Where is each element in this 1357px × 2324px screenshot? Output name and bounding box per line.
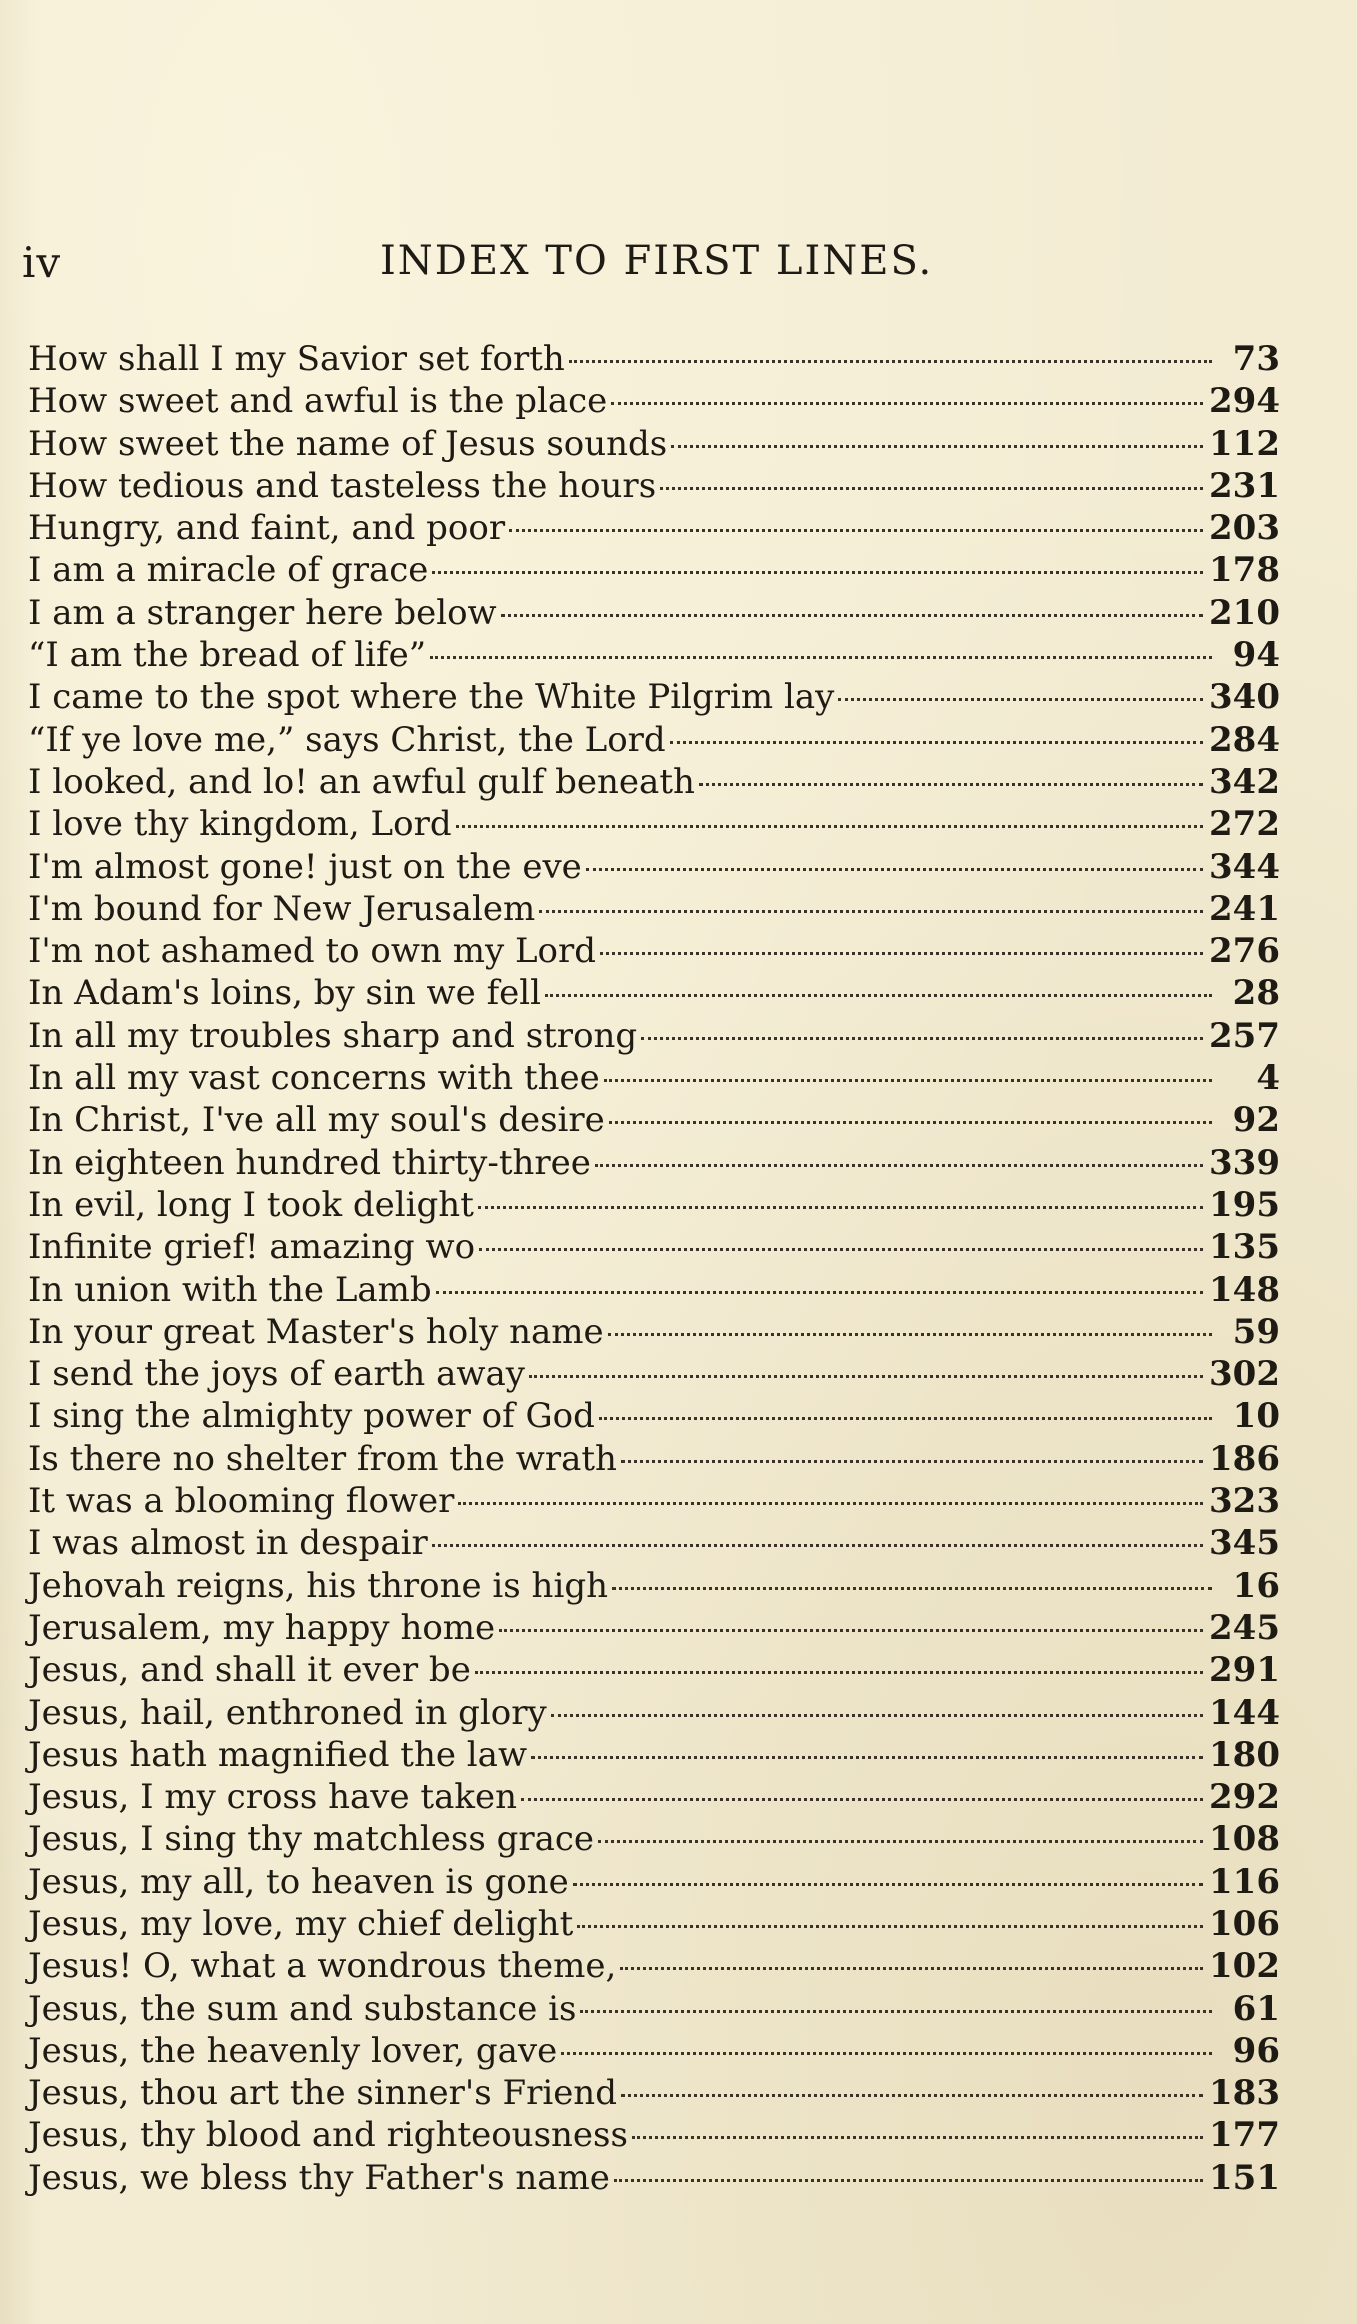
hymn-number: 180 bbox=[1209, 1734, 1280, 1775]
first-line-text: How shall I my Savior set forth bbox=[28, 339, 565, 379]
first-line-text: In eighteen hundred thirty-three bbox=[28, 1142, 591, 1183]
dot-leader bbox=[561, 2052, 1212, 2055]
index-entry bbox=[28, 972, 1280, 1014]
dot-leader bbox=[660, 487, 1203, 490]
index-entry bbox=[28, 1269, 1280, 1311]
dot-leader bbox=[509, 529, 1203, 532]
first-line-text: Jesus, I my cross have taken bbox=[28, 1777, 517, 1818]
index-entry bbox=[28, 549, 1280, 591]
index-entry bbox=[28, 846, 1280, 888]
first-line-text: In union with the Lamb bbox=[28, 1269, 432, 1310]
hymn-number: 210 bbox=[1209, 592, 1280, 633]
index-entry bbox=[28, 1988, 1280, 2030]
hymn-number: 177 bbox=[1209, 2115, 1280, 2156]
first-line-text: In evil, long I took delight bbox=[28, 1184, 474, 1225]
first-line-text: In Adam's loins, by sin we fell bbox=[28, 973, 542, 1014]
dot-leader bbox=[529, 1375, 1203, 1378]
first-line-text: Jerusalem, my happy home bbox=[28, 1607, 496, 1648]
dot-leader bbox=[501, 614, 1203, 617]
dot-leader bbox=[612, 1587, 1212, 1590]
hymn-number: 59 bbox=[1232, 1311, 1280, 1352]
hymn-number: 339 bbox=[1209, 1142, 1280, 1183]
index-entry bbox=[28, 1861, 1280, 1903]
first-line-text: Jesus, thou art the sinner's Friend bbox=[28, 2073, 617, 2114]
first-line-text: Jesus, thy blood and righteousness bbox=[28, 2115, 628, 2156]
first-line-text: Jehovah reigns, his throne is high bbox=[28, 1565, 608, 1606]
index-entry bbox=[28, 1945, 1280, 1987]
index-entry bbox=[28, 2030, 1280, 2072]
first-line-text: I was almost in despair bbox=[28, 1523, 428, 1564]
dot-leader bbox=[545, 994, 1212, 997]
hymn-number: 291 bbox=[1209, 1650, 1280, 1691]
hymn-number: 245 bbox=[1209, 1607, 1280, 1648]
dot-leader bbox=[521, 1798, 1203, 1801]
first-line-text: In all my vast concerns with thee bbox=[28, 1058, 600, 1099]
first-line-text: Jesus, I sing thy matchless grace bbox=[28, 1819, 595, 1860]
dot-leader bbox=[621, 1460, 1203, 1463]
index-list bbox=[28, 338, 1280, 2199]
hymn-number: 10 bbox=[1232, 1396, 1280, 1437]
dot-leader bbox=[577, 1925, 1203, 1928]
first-line-text: Jesus, my all, to heaven is gone bbox=[28, 1861, 569, 1902]
hymn-number: 92 bbox=[1232, 1100, 1280, 1141]
hymn-number: 183 bbox=[1209, 2073, 1280, 2114]
hymn-number: 16 bbox=[1232, 1565, 1280, 1606]
dot-leader bbox=[586, 868, 1203, 871]
index-entry bbox=[28, 761, 1280, 803]
dot-leader bbox=[611, 402, 1203, 405]
dot-leader bbox=[600, 952, 1203, 955]
index-entry bbox=[28, 676, 1280, 718]
dot-leader bbox=[632, 2136, 1203, 2139]
first-line-text: Jesus! O, what a wondrous theme, bbox=[28, 1946, 617, 1987]
hymn-number: 302 bbox=[1209, 1354, 1280, 1395]
dot-leader bbox=[551, 1714, 1203, 1717]
first-line-text: In all my troubles sharp and strong bbox=[28, 1015, 638, 1056]
dot-leader bbox=[475, 1671, 1203, 1674]
dot-leader bbox=[614, 2179, 1203, 2182]
hymn-number: 203 bbox=[1209, 508, 1280, 549]
dot-leader bbox=[620, 1967, 1203, 1970]
dot-leader bbox=[436, 1291, 1203, 1294]
index-entry bbox=[28, 2157, 1280, 2199]
hymn-number: 292 bbox=[1209, 1777, 1280, 1818]
hymn-number: 144 bbox=[1209, 1692, 1280, 1733]
index-entry bbox=[28, 1226, 1280, 1268]
first-line-text: Jesus, we bless thy Father's name bbox=[28, 2157, 610, 2198]
dot-leader bbox=[458, 1502, 1203, 1505]
hymn-number: 108 bbox=[1209, 1819, 1280, 1860]
index-entry bbox=[28, 1142, 1280, 1184]
first-line-text: I'm almost gone! just on the eve bbox=[28, 846, 582, 887]
index-entry bbox=[28, 592, 1280, 634]
hymn-number: 294 bbox=[1209, 381, 1280, 422]
index-entry bbox=[28, 719, 1280, 761]
first-line-text: How sweet the name of Jesus sounds bbox=[28, 423, 668, 464]
hymn-number: 257 bbox=[1209, 1015, 1280, 1056]
hymn-number: 231 bbox=[1209, 465, 1280, 506]
index-entry bbox=[28, 1395, 1280, 1437]
index-entry bbox=[28, 1438, 1280, 1480]
dot-leader bbox=[573, 1883, 1203, 1886]
first-line-text: I'm bound for New Jerusalem bbox=[28, 888, 536, 929]
page-title: INDEX TO FIRST LINES. bbox=[380, 238, 934, 284]
hymn-number: 342 bbox=[1209, 761, 1280, 802]
dot-leader bbox=[595, 1164, 1203, 1167]
first-line-text: I send the joys of earth away bbox=[28, 1354, 525, 1395]
hymn-number: 148 bbox=[1209, 1269, 1280, 1310]
first-line-text: How tedious and tasteless the hours bbox=[28, 465, 657, 506]
hymn-number: 116 bbox=[1209, 1861, 1280, 1902]
first-line-text: Jesus, the sum and substance is bbox=[28, 1988, 577, 2029]
first-line-text: In your great Master's holy name bbox=[28, 1311, 604, 1352]
first-line-text: Jesus, and shall it ever be bbox=[28, 1650, 471, 1691]
index-entry bbox=[28, 465, 1280, 507]
first-line-text: “I am the bread of life” bbox=[28, 635, 427, 676]
first-line-text: How sweet and awful is the place bbox=[28, 381, 608, 422]
dot-leader bbox=[599, 1417, 1212, 1420]
hymn-number: 28 bbox=[1232, 973, 1280, 1014]
index-entry bbox=[28, 1480, 1280, 1522]
index-entry bbox=[28, 930, 1280, 972]
index-entry bbox=[28, 1184, 1280, 1226]
dot-leader bbox=[456, 825, 1203, 828]
first-line-text: I am a stranger here below bbox=[28, 592, 497, 633]
first-line-text: Jesus hath magnified the law bbox=[28, 1734, 528, 1775]
dot-leader bbox=[580, 2010, 1212, 2013]
first-line-text: “If ye love me,” says Christ, the Lord bbox=[28, 719, 666, 760]
index-entry bbox=[28, 1015, 1280, 1057]
first-line-text: Is there no shelter from the wrath bbox=[28, 1438, 617, 1479]
index-entry bbox=[28, 338, 1280, 380]
page-number: iv bbox=[22, 238, 62, 287]
dot-leader bbox=[432, 571, 1203, 574]
hymn-number: 94 bbox=[1232, 635, 1280, 676]
hymn-number: 135 bbox=[1209, 1227, 1280, 1268]
first-line-text: I am a miracle of grace bbox=[28, 550, 429, 591]
first-line-text: I came to the spot where the White Pilgrim lay bbox=[28, 677, 835, 718]
index-entry bbox=[28, 1649, 1280, 1691]
index-entry bbox=[28, 1522, 1280, 1564]
first-line-text: Jesus, my love, my chief delight bbox=[28, 1903, 574, 1944]
dot-leader bbox=[569, 360, 1212, 363]
index-entry bbox=[28, 803, 1280, 845]
first-line-text: Jesus, hail, enthroned in glory bbox=[28, 1692, 547, 1733]
dot-leader bbox=[432, 1544, 1203, 1547]
hymn-number: 340 bbox=[1209, 677, 1280, 718]
dot-leader bbox=[604, 1079, 1212, 1082]
index-entry bbox=[28, 634, 1280, 676]
index-entry bbox=[28, 1818, 1280, 1860]
index-entry bbox=[28, 423, 1280, 465]
hymn-number: 4 bbox=[1256, 1058, 1280, 1099]
first-line-text: I sing the almighty power of God bbox=[28, 1396, 595, 1437]
dot-leader bbox=[671, 445, 1203, 448]
hymn-number: 272 bbox=[1209, 804, 1280, 845]
hymn-number: 61 bbox=[1232, 1988, 1280, 2029]
index-entry bbox=[28, 1607, 1280, 1649]
dot-leader bbox=[499, 1629, 1203, 1632]
index-entry bbox=[28, 1565, 1280, 1607]
dot-leader bbox=[699, 783, 1203, 786]
index-entry bbox=[28, 1903, 1280, 1945]
index-entry bbox=[28, 1776, 1280, 1818]
first-line-text: Hungry, and faint, and poor bbox=[28, 508, 506, 549]
hymn-number: 345 bbox=[1209, 1523, 1280, 1564]
hymn-number: 344 bbox=[1209, 846, 1280, 887]
dot-leader bbox=[838, 698, 1203, 701]
dot-leader bbox=[641, 1037, 1203, 1040]
dot-leader bbox=[609, 1121, 1212, 1124]
first-line-text: It was a blooming flower bbox=[28, 1481, 455, 1522]
first-line-text: I'm not ashamed to own my Lord bbox=[28, 931, 597, 972]
dot-leader bbox=[539, 910, 1203, 913]
index-entry bbox=[28, 1099, 1280, 1141]
hymn-number: 106 bbox=[1209, 1903, 1280, 1944]
hymn-number: 241 bbox=[1209, 888, 1280, 929]
first-line-text: I looked, and lo! an awful gulf beneath bbox=[28, 761, 695, 802]
hymn-number: 151 bbox=[1209, 2157, 1280, 2198]
first-line-text: In Christ, I've all my soul's desire bbox=[28, 1100, 605, 1141]
hymn-number: 96 bbox=[1232, 2030, 1280, 2071]
dot-leader bbox=[479, 1248, 1203, 1251]
index-entry bbox=[28, 1311, 1280, 1353]
hymn-number: 276 bbox=[1209, 931, 1280, 972]
index-entry bbox=[28, 380, 1280, 422]
hymn-number: 178 bbox=[1209, 550, 1280, 591]
dot-leader bbox=[670, 741, 1203, 744]
dot-leader bbox=[430, 656, 1212, 659]
hymn-number: 186 bbox=[1209, 1438, 1280, 1479]
hymn-number: 195 bbox=[1209, 1184, 1280, 1225]
index-entry bbox=[28, 1692, 1280, 1734]
dot-leader bbox=[598, 1840, 1203, 1843]
hymn-number: 73 bbox=[1232, 339, 1280, 379]
dot-leader bbox=[608, 1333, 1212, 1336]
index-entry bbox=[28, 2114, 1280, 2156]
index-entry bbox=[28, 2072, 1280, 2114]
hymn-number: 323 bbox=[1209, 1481, 1280, 1522]
hymn-number: 112 bbox=[1209, 423, 1280, 464]
first-line-text: Infinite grief! amazing wo bbox=[28, 1227, 476, 1268]
first-line-text: Jesus, the heavenly lover, gave bbox=[28, 2030, 558, 2071]
hymn-number: 284 bbox=[1209, 719, 1280, 760]
index-entry bbox=[28, 1734, 1280, 1776]
first-line-text: I love thy kingdom, Lord bbox=[28, 804, 452, 845]
index-entry bbox=[28, 888, 1280, 930]
index-entry bbox=[28, 1353, 1280, 1395]
index-entry bbox=[28, 1057, 1280, 1099]
dot-leader bbox=[478, 1206, 1203, 1209]
dot-leader bbox=[531, 1756, 1203, 1759]
index-entry bbox=[28, 507, 1280, 549]
hymn-number: 102 bbox=[1209, 1946, 1280, 1987]
dot-leader bbox=[621, 2094, 1203, 2097]
